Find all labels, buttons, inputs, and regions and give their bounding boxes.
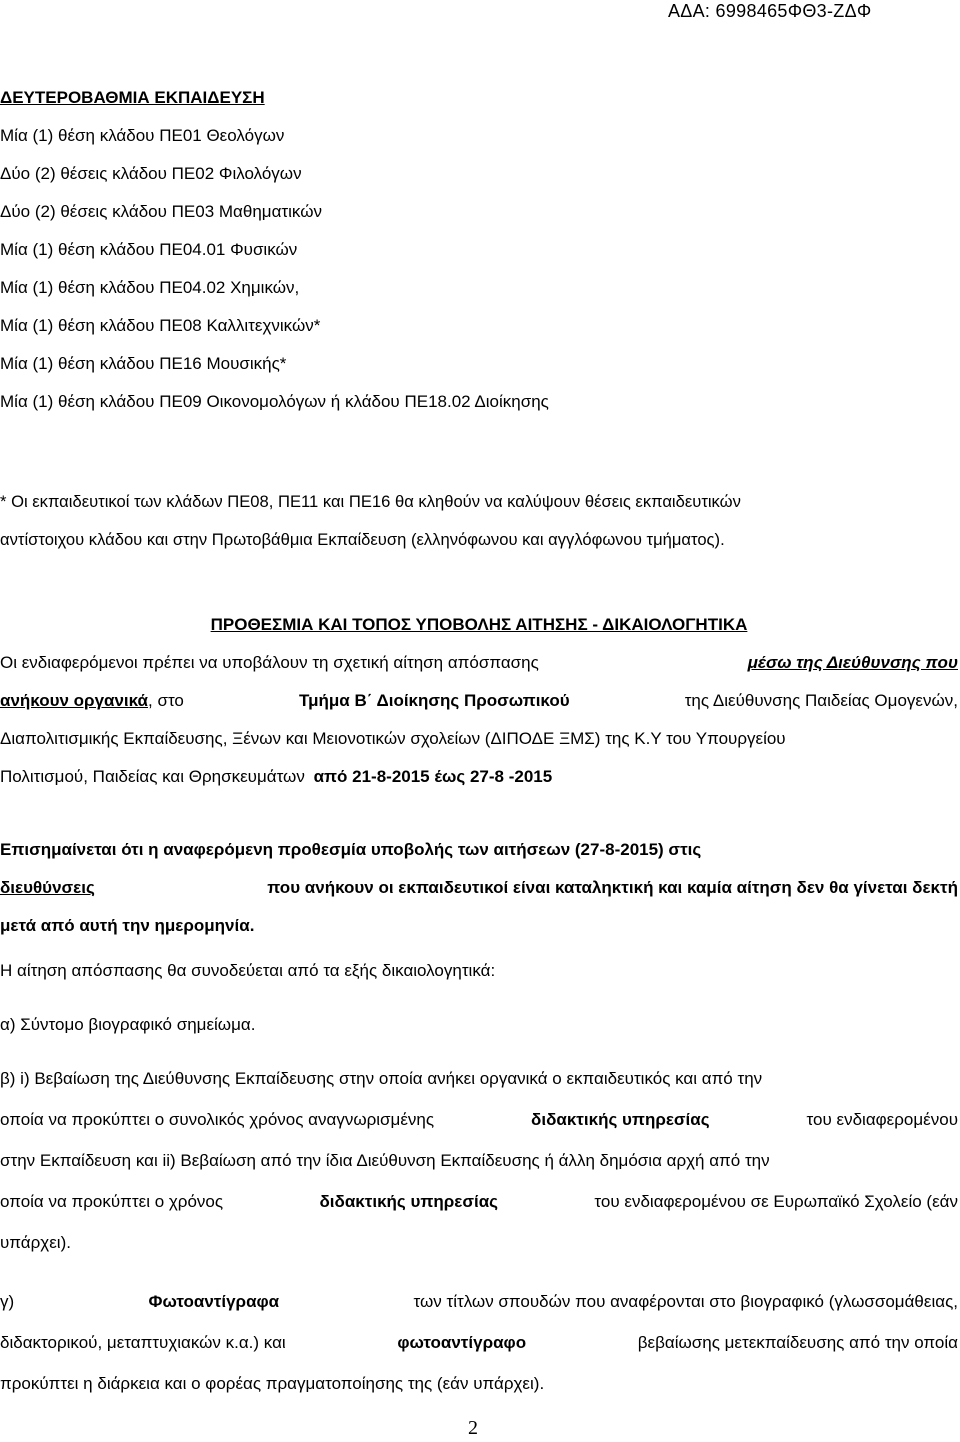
position-item: Μία (1) θέση κλάδου ΠΕ04.02 Χημικών,	[0, 278, 300, 297]
documents-intro: Η αίτηση απόσπασης θα συνοδεύεται από τα εξής δικαιολογητικά:	[0, 961, 496, 980]
doc-item-b-line: υπάρχει).	[0, 1233, 71, 1252]
doc-item-c-line	[0, 1322, 958, 1363]
deadline-section	[0, 606, 958, 796]
doc-item-a	[0, 1006, 958, 1044]
position-item: Μία (1) θέση κλάδου ΠΕ16 Μουσικής*	[0, 354, 287, 373]
page-number: 2	[468, 1417, 478, 1439]
footnote	[0, 483, 958, 559]
doc-emph: διδακτικής υπηρεσίας	[531, 1110, 710, 1129]
doc-text: οποία να προκύπτει ο συνολικός χρόνος αναγνωρισμένης	[0, 1110, 435, 1129]
doc-item-a-text: α) Σύντομο βιογραφικό σημείωμα.	[0, 1015, 256, 1034]
section-heading: ΔΕΥΤΕΡΟΒΑΘΜΙΑ ΕΚΠΑΙΔΕΥΣΗ	[0, 88, 265, 107]
documents-section	[0, 952, 958, 990]
note-text: που ανήκουν οι εκπαιδευτικοί είναι καταληκτική και καμία αίτηση δεν θα γίνεται δεκτή	[267, 878, 958, 897]
para1-line	[0, 758, 958, 796]
deadline-title: ΠΡΟΘΕΣΜΙΑ ΚΑΙ ΤΟΠΟΣ ΥΠΟΒΟΛΗΣ ΑΙΤΗΣΗΣ - ΔΙΚΑΙΟΛΟΓΗΤΙΚΑ	[210, 615, 748, 634]
para1-text: Πολιτισμού, Παιδείας και Θρησκευμάτων	[0, 767, 305, 786]
department-name: Τμήμα Β΄ Διοίκησης Προσωπικού	[298, 691, 570, 710]
doc-item-c-line: προκύπτει η διάρκεια και ο φορέας πραγματοποίησης της (εάν υπάρχει).	[0, 1374, 545, 1393]
para1-emph: ανήκουν οργανικά	[0, 691, 149, 710]
position-item: Μία (1) θέση κλάδου ΠΕ04.01 Φυσικών	[0, 240, 298, 259]
ada-code: ΑΔΑ: 6998465ΦΘ3-ΖΔΦ	[668, 1, 872, 21]
note-line	[0, 869, 958, 907]
note-underlined: διευθύνσεις	[0, 878, 95, 897]
doc-text: των τίτλων σπουδών που αναφέρονται στο βιογραφικό (γλωσσομάθειας,	[413, 1292, 958, 1311]
position-item: Δύο (2) θέσεις κλάδου ΠΕ03 Μαθηματικών	[0, 202, 322, 221]
deadline-dates: από 21-8-2015 έως 27-8 -2015	[313, 767, 553, 786]
footnote-line: * Οι εκπαιδευτικοί των κλάδων ΠΕ08, ΠΕ11 και ΠΕ16 θα κληθούν να καλύψουν θέσεις εκπαιδευτικών	[0, 492, 741, 511]
important-note	[0, 831, 958, 945]
doc-text: του ενδιαφερομένου σε Ευρωπαϊκό Σχολείο (εάν	[594, 1192, 958, 1211]
doc-item-b-line	[0, 1181, 958, 1222]
para1-text: της Διεύθυνσης Παιδείας Ομογενών,	[684, 691, 958, 710]
doc-text: γ)	[0, 1292, 15, 1311]
doc-emph: διδακτικής υπηρεσίας	[319, 1192, 499, 1211]
doc-item-b-line	[0, 1099, 958, 1140]
doc-text: βεβαίωσης μετεκπαίδευσης από την οποία	[637, 1333, 958, 1352]
position-item: Μία (1) θέση κλάδου ΠΕ01 Θεολόγων	[0, 126, 285, 145]
para1-text: Οι ενδιαφερόμενοι πρέπει να υποβάλουν τη σχετική αίτηση απόσπασης	[0, 653, 539, 672]
doc-text: οποία να προκύπτει ο χρόνος	[0, 1192, 224, 1211]
positions-section	[0, 79, 958, 421]
doc-item-b	[0, 1058, 958, 1263]
para1-line: Διαπολιτισμικής Εκπαίδευσης, Ξένων και Μειονοτικών σχολείων (ΔΙΠΟΔΕ ΞΜΣ) της Κ.Υ του Υπουργείου	[0, 729, 786, 748]
position-item: Δύο (2) θέσεις κλάδου ΠΕ02 Φιλολόγων	[0, 164, 302, 183]
doc-item-c-line	[0, 1281, 958, 1322]
doc-item-b-line: β) i) Βεβαίωση της Διεύθυνσης Εκπαίδευσης στην οποία ανήκει οργανικά ο εκπαιδευτικός και από την	[0, 1069, 763, 1088]
doc-text: του ενδιαφερομένου	[806, 1110, 958, 1129]
para1-line	[0, 682, 958, 720]
doc-item-c	[0, 1281, 958, 1404]
doc-emph: Φωτοαντίγραφα	[148, 1292, 280, 1311]
note-line: Επισημαίνεται ότι η αναφερόμενη προθεσμία υποβολής των αιτήσεων (27-8-2015) στις	[0, 840, 702, 859]
footnote-line: αντίστοιχου κλάδου και στην Πρωτοβάθμια Εκπαίδευση (ελληνόφωνου και αγγλόφωνου τμήματος).	[0, 530, 725, 549]
doc-item-b-line: στην Εκπαίδευση και ii) Βεβαίωση από την ίδια Διεύθυνση Εκπαίδευσης ή άλλη δημόσια αρχή από την	[0, 1151, 770, 1170]
para1-text: , στο	[148, 691, 184, 710]
position-item: Μία (1) θέση κλάδου ΠΕ09 Οικονομολόγων ή κλάδου ΠΕ18.02 Διοίκησης	[0, 392, 549, 411]
para1-emph: μέσω της Διεύθυνσης που	[747, 653, 958, 672]
para1-line	[0, 644, 958, 682]
note-line: μετά από αυτή την ημερομηνία.	[0, 916, 255, 935]
position-item: Μία (1) θέση κλάδου ΠΕ08 Καλλιτεχνικών*	[0, 316, 321, 335]
doc-emph: φωτοαντίγραφο	[397, 1333, 527, 1352]
doc-text: διδακτορικού, μεταπτυχιακών κ.α.) και	[0, 1333, 286, 1352]
